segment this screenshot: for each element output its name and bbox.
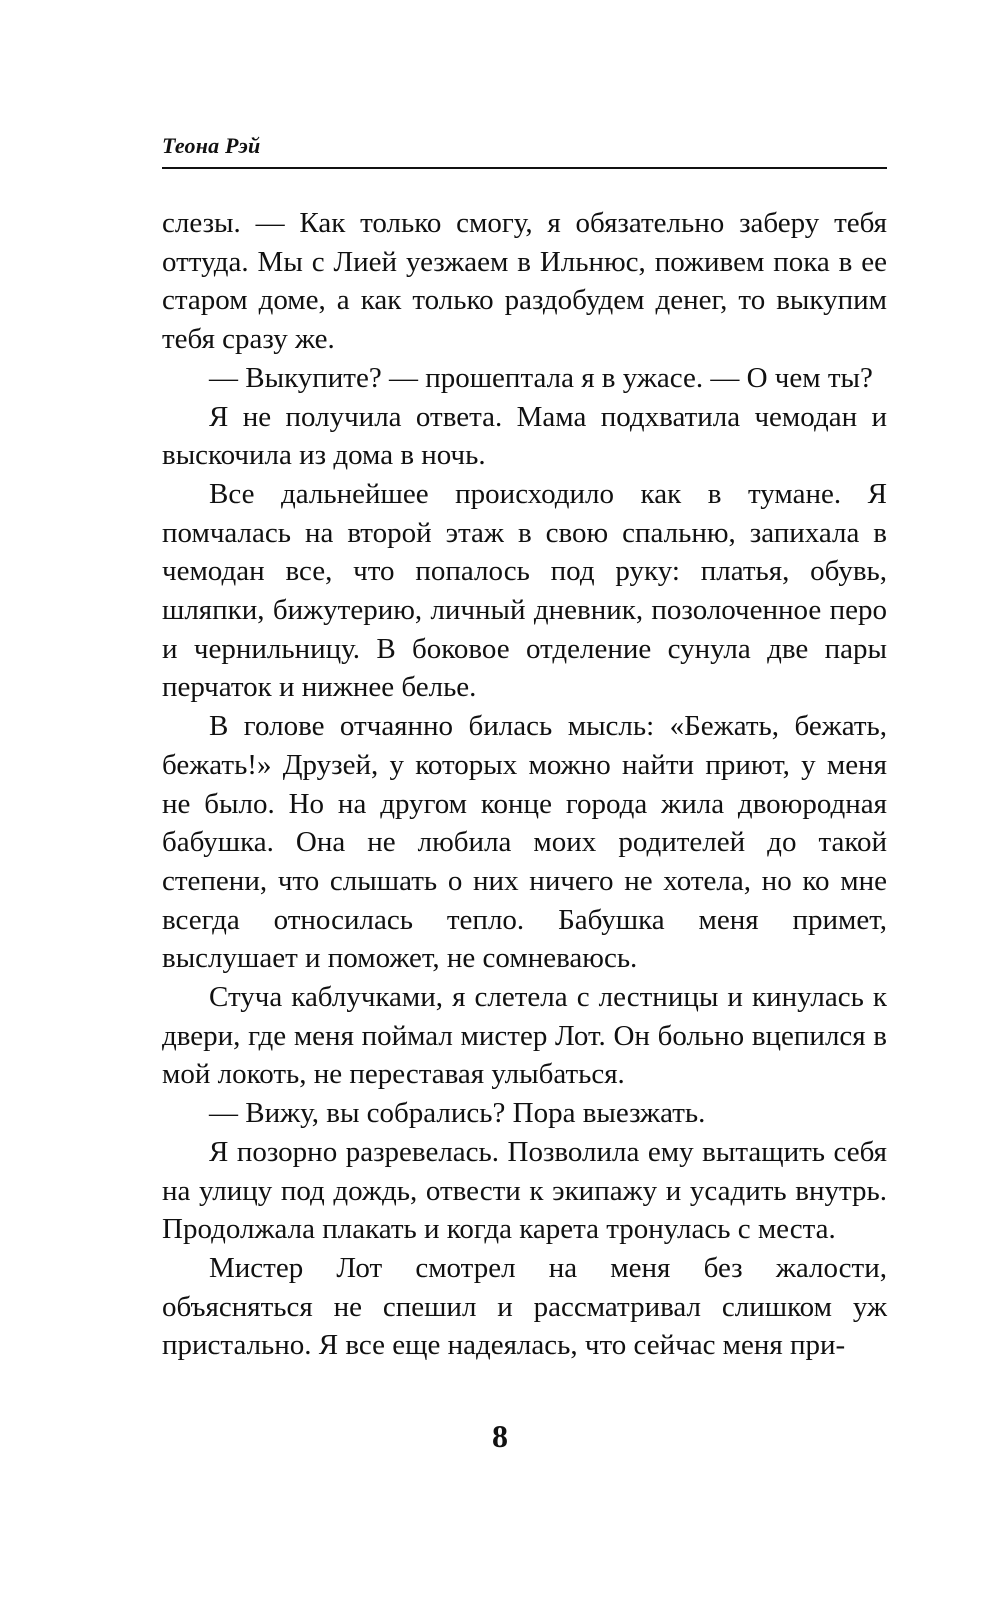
paragraph: Мистер Лот смотрел на меня без жалости, объясняться не спешил и рассматривал слишком уж пристально. Я все еще надеялась, что сейчас меня при-	[162, 1251, 887, 1362]
paragraph: В голове отчаянно билась мысль: «Бежать, бежать, бежать!» Друзей, у которых можно найти приют, у меня не было. Но на другом конце города жила двоюродная бабушка. Она не любила моих родителей до такой степени, что слышать о них ничего не хотела, но ко мне всегда относилась тепло. Бабушка меня примет, выслушает и поможет, не сомневаюсь.	[162, 710, 887, 975]
paragraph: — Вижу, вы собрались? Пора выезжать.	[209, 1097, 706, 1130]
header-divider	[162, 167, 887, 169]
paragraph: Я не получила ответа. Мама подхватила чемодан и выскочила из дома в ночь.	[162, 400, 887, 472]
paragraph: Все дальнейшее происходило как в тумане. Я помчалась на второй этаж в свою спальню, запихала в чемодан все, что попалось под руку: платья, обувь, шляпки, бижутерию, личный дневник, позолоченное перо и чернильницу. В боковое отделение сунула две пары перчаток и нижнее белье.	[162, 477, 887, 704]
paragraph: Стуча каблучками, я слетела с лестницы и кинулась к двери, где меня поймал мистер Лот. Он больно вцепился в мой локоть, не переставая улыбаться.	[162, 981, 887, 1091]
running-head-author: Теона Рэй	[162, 133, 261, 158]
body-text	[162, 204, 887, 1365]
paragraph: слезы. — Как только смогу, я обязательно заберу тебя оттуда. Мы с Лией уезжаем в Ильнюс, поживем пока в ее старом доме, а как только раздобудем денег, то выкупим тебя сразу же.	[162, 207, 887, 356]
paragraph: — Выкупите? — прошептала я в ужасе. — О чем ты?	[209, 361, 873, 394]
page-number: 8	[492, 1418, 508, 1454]
paragraph: Я позорно разревелась. Позволила ему вытащить себя на улицу под дождь, отвести к экипажу и усадить внутрь. Продолжала плакать и когда карета тронулась с места.	[162, 1135, 887, 1246]
